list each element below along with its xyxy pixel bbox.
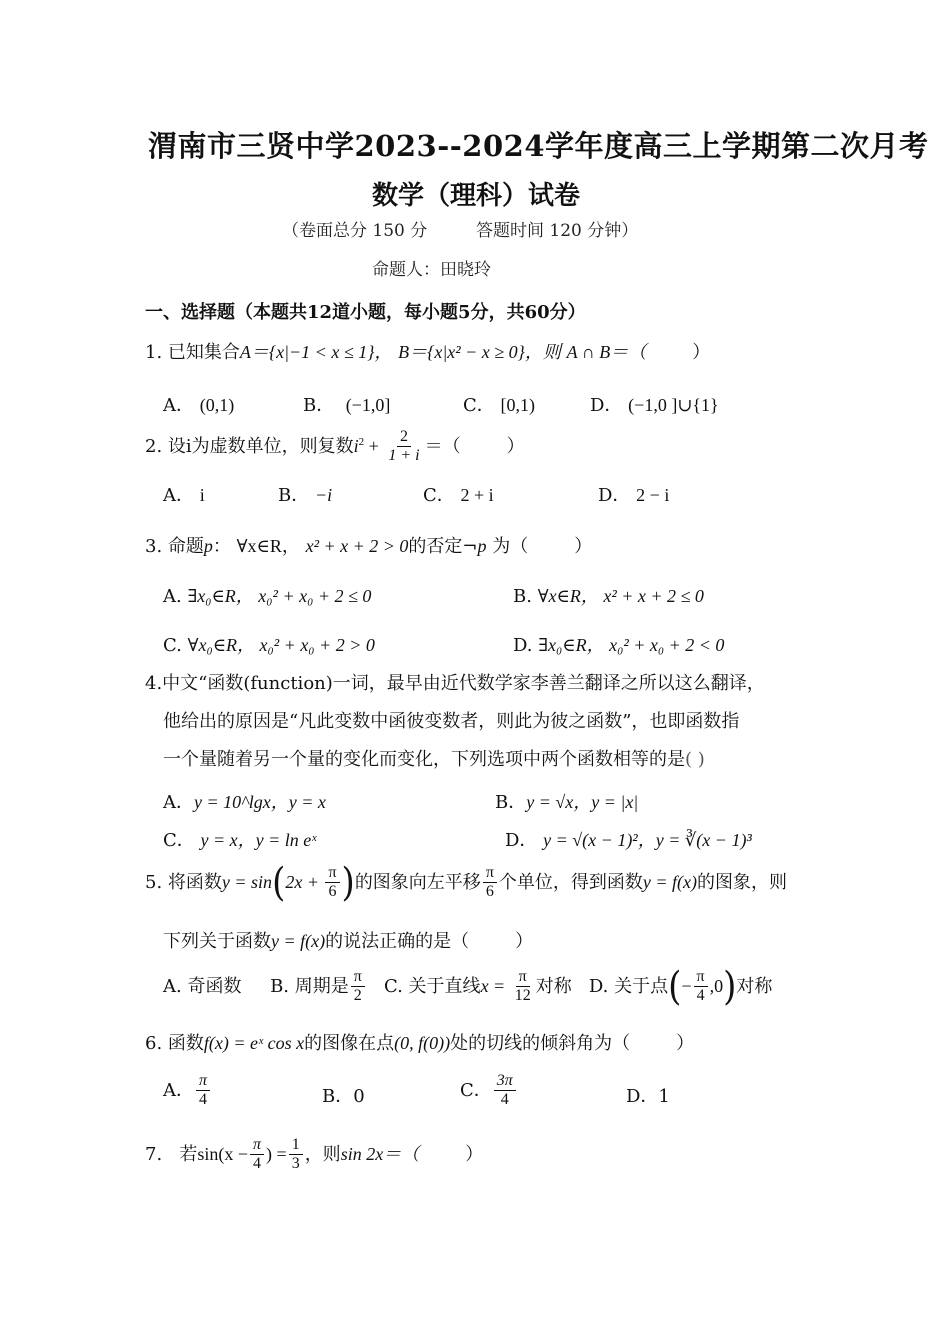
q5-fx: y = f(x) bbox=[642, 871, 698, 892]
q1-ask: A ∩ B＝（ bbox=[566, 342, 647, 362]
q1-a-label: A． bbox=[163, 395, 194, 416]
question-6 bbox=[145, 1029, 694, 1055]
q5-d-frac bbox=[694, 968, 708, 1006]
q2-option-d[interactable] bbox=[598, 481, 669, 507]
q3-neg: 的否定¬ bbox=[408, 536, 478, 557]
q6-c-frac bbox=[494, 1072, 516, 1110]
q5-line-2 bbox=[163, 927, 533, 953]
q4-b-value: y = √x，y = |x| bbox=[526, 792, 639, 812]
q4-option-b[interactable] bbox=[495, 788, 638, 814]
q5-lparen: ( bbox=[272, 859, 286, 906]
q5-frac-1-den: 6 bbox=[328, 883, 337, 901]
q5-c-num: π bbox=[516, 968, 530, 987]
q4-option-c[interactable] bbox=[163, 826, 316, 852]
q1-setA: A＝{x|−1 < x ≤ 1}， bbox=[239, 342, 393, 362]
q4-line-2: 他给出的原因是“凡此变数中函彼变数者，则此为彼之函数”，也即函数指 bbox=[163, 711, 740, 732]
q6-a-frac bbox=[196, 1072, 210, 1110]
q5-line2-fx: y = f(x) bbox=[271, 931, 326, 951]
q2-frac-den: 1 + i bbox=[388, 447, 420, 465]
q6-a-label: A． bbox=[163, 1079, 194, 1101]
q5-c-post: 对称 bbox=[535, 975, 572, 997]
q4-line-3 bbox=[163, 745, 705, 771]
q7-frac-2-num: 1 bbox=[289, 1136, 303, 1155]
q1-close: ） bbox=[692, 342, 711, 363]
q6-c-num: 3π bbox=[494, 1072, 516, 1091]
q2-d-label: D． bbox=[598, 485, 631, 506]
q7-mid: ，则 bbox=[304, 1143, 341, 1165]
q4-option-d[interactable] bbox=[505, 826, 752, 852]
q5-frac-2-num: π bbox=[483, 864, 497, 883]
q3-option-c[interactable] bbox=[163, 631, 375, 657]
q2-close: ） bbox=[506, 435, 525, 457]
q7-frac-1-num: π bbox=[250, 1136, 264, 1155]
q5-line2-text: 下列关于函数 bbox=[163, 931, 271, 952]
q5-mid: 的图象向左平移 bbox=[354, 871, 481, 893]
q3-colon: ： bbox=[212, 536, 231, 557]
q6-option-b[interactable]: B．0 bbox=[322, 1086, 365, 1107]
q3-c-value: ∀x₀∈R， x₀² + x₀ + 2 > 0 bbox=[187, 635, 375, 655]
q2-tail: ＝（ bbox=[424, 435, 461, 457]
q5-c-x: x = bbox=[480, 975, 510, 996]
q6-option-c[interactable] bbox=[460, 1072, 518, 1110]
q2-a-label: A． bbox=[163, 485, 194, 506]
q5-option-d[interactable] bbox=[588, 963, 773, 1010]
q6-a-num: π bbox=[196, 1072, 210, 1091]
question-3 bbox=[145, 532, 592, 558]
q3-a-value: ∃x₀∈R， x₀² + x₀ + 2 ≤ 0 bbox=[187, 586, 372, 606]
q2-a-value: i bbox=[199, 485, 205, 505]
q2-i: i bbox=[353, 435, 359, 456]
q1-b-label: B． bbox=[303, 395, 335, 416]
q4-c-label: C． bbox=[163, 830, 195, 851]
q1-option-a[interactable] bbox=[163, 391, 234, 417]
q5-options bbox=[163, 963, 773, 1010]
q5-d-pre: D. 关于点 bbox=[588, 975, 669, 997]
q7-frac-1-den: 4 bbox=[253, 1155, 262, 1173]
q5-tail: 的图象，则 bbox=[697, 871, 788, 893]
q3-p-2: p bbox=[477, 536, 487, 556]
q5-b-den: 2 bbox=[353, 987, 362, 1005]
q3-forall: ∀x∈R， bbox=[236, 536, 300, 556]
q5-option-c[interactable] bbox=[383, 968, 572, 1005]
q5-rparen: ) bbox=[341, 859, 355, 906]
q6-option-d[interactable]: D．1 bbox=[626, 1086, 670, 1107]
score-info: （卷面总分 150 分 bbox=[282, 221, 428, 241]
q3-expr: x² + x + 2 > 0 bbox=[305, 536, 409, 556]
q6-a-den: 4 bbox=[199, 1091, 207, 1109]
q1-c-value: [0,1) bbox=[500, 395, 536, 415]
q5-d-neg: − bbox=[681, 975, 692, 996]
q3-d-label: D. bbox=[513, 635, 533, 656]
q7-sin: sin(x − bbox=[197, 1143, 249, 1164]
q5-c-frac bbox=[512, 968, 534, 1006]
q2-c-value: 2 + i bbox=[460, 485, 494, 505]
time-info: 答题时间 120 分钟） bbox=[476, 221, 639, 241]
q6-tail: 处的切线的倾斜角为（ bbox=[450, 1033, 631, 1054]
q3-d-value: ∃x₀∈R， x₀² + x₀ + 2 < 0 bbox=[538, 635, 725, 655]
q1-d-value: (−1,0 ]∪{1} bbox=[628, 395, 719, 415]
q2-c-label: C． bbox=[423, 485, 455, 506]
exam-subtitle: 数学（理科）试卷 bbox=[372, 181, 581, 211]
q5-prefix: 5. 将函数 bbox=[145, 871, 222, 893]
q5-inner: 2x + bbox=[285, 871, 324, 892]
q5-b-pre: B. 周期是 bbox=[270, 975, 349, 997]
q1-option-b[interactable] bbox=[303, 391, 390, 417]
q6-mid: 的图像在点 bbox=[304, 1033, 395, 1054]
q3-option-a[interactable] bbox=[163, 582, 371, 608]
q5-b-frac bbox=[351, 968, 365, 1006]
q6-prefix: 6. 函数 bbox=[145, 1033, 204, 1054]
q7-frac-2-den: 3 bbox=[291, 1155, 300, 1173]
q5-d-post: 对称 bbox=[736, 975, 773, 997]
q7-close: ） bbox=[465, 1143, 484, 1165]
q1-d-label: D． bbox=[590, 395, 623, 416]
q1-setB: B＝{x|x² − x ≥ 0}，则 bbox=[398, 342, 561, 362]
q6-point: (0, f(0)) bbox=[394, 1033, 451, 1053]
q5-option-b[interactable] bbox=[270, 968, 367, 1005]
q7-frac-1 bbox=[250, 1136, 264, 1174]
question-2 bbox=[145, 428, 525, 466]
q4-b-label: B． bbox=[495, 792, 527, 813]
question-5 bbox=[145, 859, 788, 906]
q6-c-den: 4 bbox=[500, 1091, 509, 1109]
q2-prefix: 2. 设i为虚数单位，则复数 bbox=[145, 435, 354, 457]
exam-title: 渭南市三贤中学2023--2024学年度高三上学期第二次月考 bbox=[148, 129, 929, 163]
q4-paren: ( ) bbox=[685, 749, 705, 770]
q5-d-comma: ,0 bbox=[709, 975, 724, 996]
q3-prefix: 3. 命题 bbox=[145, 536, 204, 557]
q3-b-value: ∀x∈R， x² + x + 2 ≤ 0 bbox=[537, 586, 704, 606]
q4-d-value: y = √(x − 1)²，y = ∛(x − 1)³ bbox=[543, 830, 752, 850]
q7-pre: 若 bbox=[179, 1143, 198, 1165]
q6-c-label: C． bbox=[460, 1079, 492, 1101]
q5-frac-1-num: π bbox=[325, 864, 339, 883]
q4-c-value: y = x，y = ln eˣ bbox=[200, 830, 317, 850]
q5-frac-1 bbox=[325, 864, 339, 902]
q6-option-a[interactable] bbox=[163, 1072, 212, 1110]
q2-option-a[interactable] bbox=[163, 481, 205, 507]
section-heading: 一、选择题（本题共12道小题，每小题5分，共60分） bbox=[145, 302, 586, 323]
q4-a-label: A． bbox=[163, 792, 194, 813]
q5-func: y = sin bbox=[221, 871, 273, 892]
q4-d-label: D． bbox=[505, 830, 538, 851]
q2-b-value: −i bbox=[314, 485, 333, 505]
q4-option-a[interactable] bbox=[163, 788, 326, 814]
q3-option-b[interactable] bbox=[513, 582, 704, 608]
q5-frac-2-den: 6 bbox=[485, 883, 494, 901]
q1-option-d[interactable] bbox=[590, 391, 719, 417]
q1-prefix: 1. 已知集合 bbox=[145, 342, 240, 363]
q5-line2b: 的说法正确的是（ bbox=[325, 931, 470, 952]
q5-c-pre: C. 关于直线 bbox=[383, 975, 481, 997]
q4-line-3-text: 一个量随着另一个量的变化而变化，下列选项中两个函数相等的是 bbox=[163, 749, 685, 770]
author-line: 命题人：田晓玲 bbox=[372, 260, 491, 280]
q5-mid2: 个单位，得到函数 bbox=[498, 871, 643, 893]
q1-a-value: (0,1) bbox=[199, 395, 235, 415]
q3-close: ） bbox=[574, 536, 593, 557]
q7-close-paren: ) = bbox=[266, 1143, 287, 1164]
q3-p: p bbox=[203, 536, 213, 556]
q3-c-label: C. bbox=[163, 635, 182, 656]
q7-sin2: sin 2x＝（ bbox=[340, 1143, 420, 1164]
q1-c-label: C． bbox=[463, 395, 495, 416]
q2-fraction bbox=[385, 428, 422, 466]
q5-d-lparen: ( bbox=[668, 963, 682, 1010]
q1-option-c[interactable] bbox=[463, 391, 535, 417]
question-7 bbox=[145, 1136, 483, 1174]
q4-line-1: 4.中文“函数(function)一词，最早由近代数学家李善兰翻译之所以这么翻译， bbox=[145, 673, 765, 694]
q3-option-d[interactable] bbox=[513, 631, 724, 657]
q2-frac-num: 2 bbox=[397, 428, 411, 447]
q1-b-value: (−1,0] bbox=[345, 395, 391, 415]
q2-plus: + bbox=[364, 435, 384, 456]
q5-close: ） bbox=[515, 931, 534, 952]
q2-exp: 2 bbox=[358, 435, 365, 448]
q5-c-den: 12 bbox=[514, 987, 531, 1005]
q5-d-num: π bbox=[694, 968, 708, 987]
q5-frac-2 bbox=[483, 864, 497, 902]
question-1 bbox=[145, 338, 710, 364]
q7-num: 7. bbox=[145, 1143, 163, 1165]
q5-d-rparen: ) bbox=[723, 963, 737, 1010]
q4-a-value: y = 10^lgx，y = x bbox=[194, 792, 326, 812]
q6-close: ） bbox=[676, 1033, 695, 1054]
q2-option-c[interactable] bbox=[423, 481, 494, 507]
q3-tail: 为（ bbox=[492, 536, 529, 557]
q5-option-a[interactable]: A. 奇函数 bbox=[163, 975, 242, 997]
q5-d-den: 4 bbox=[696, 987, 705, 1005]
q3-a-label: A. bbox=[163, 586, 182, 607]
q7-frac-2 bbox=[289, 1136, 303, 1174]
q2-option-b[interactable] bbox=[278, 481, 332, 507]
q5-b-num: π bbox=[351, 968, 365, 987]
q2-b-label: B． bbox=[278, 485, 310, 506]
q3-b-label: B. bbox=[513, 586, 532, 607]
q6-expr: f(x) = eˣ cos x bbox=[203, 1033, 305, 1053]
q2-d-value: 2 − i bbox=[636, 485, 670, 505]
